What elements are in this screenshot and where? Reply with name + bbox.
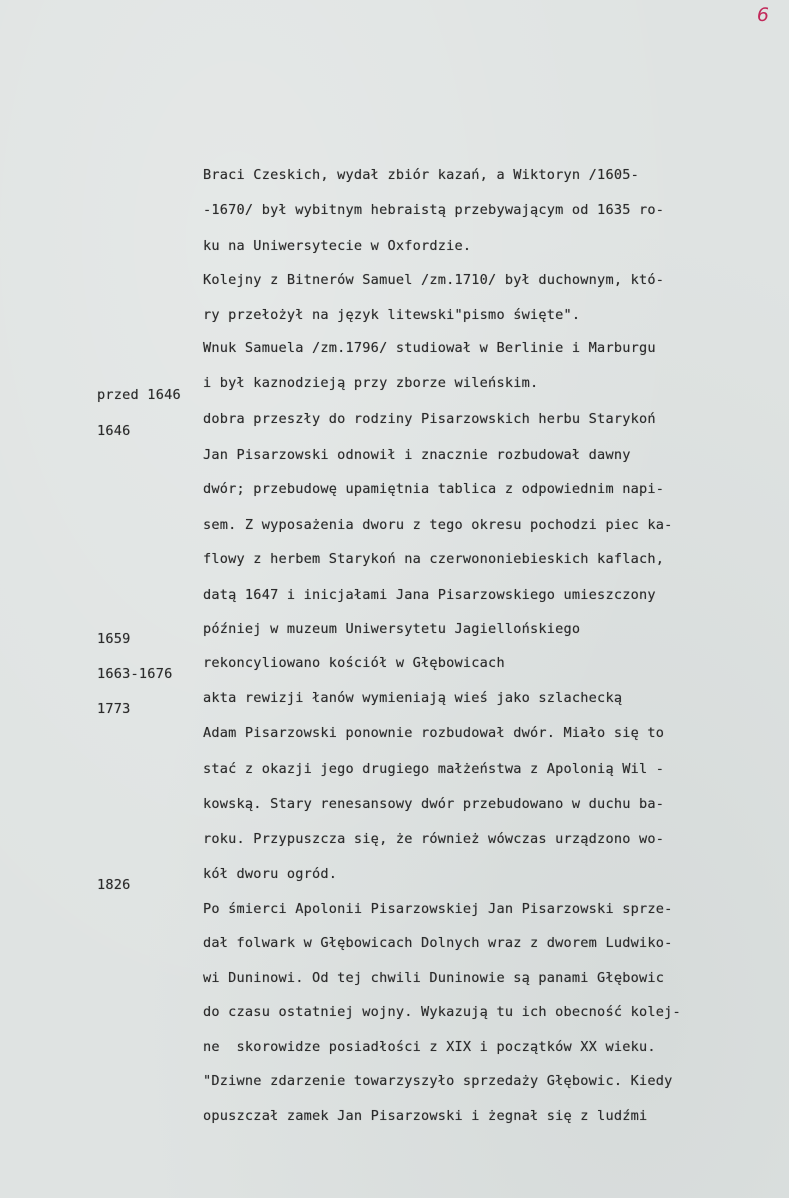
line-text: stać z okazji jego drugiego małżeństwa z Apolonią Wil - (203, 761, 665, 777)
line-text: dał folwark w Głębowicach Dolnych wraz z dworem Ludwiko- (203, 935, 673, 951)
line-text: datą 1647 i inicjałami Jana Pisarzowskiego umieszczony (203, 587, 656, 603)
line-text: dwór; przebudowę upamiętnia tablica z odpowiednim napi- (203, 481, 665, 497)
line-text: później w muzeum Uniwersytetu Jagiellońskiego (203, 621, 581, 637)
line-text: sem. Z wyposażenia dworu z tego okresu pochodzi piec ka- (203, 517, 673, 533)
line-text: opuszczał zamek Jan Pisarzowski i żegnał się z ludźmi (203, 1108, 648, 1124)
line-text: kowską. Stary renesansowy dwór przebudowano w duchu ba- (203, 796, 665, 812)
line-text: Kolejny z Bitnerów Samuel /zm.1710/ był duchownym, któ- (203, 272, 665, 288)
date-label: 1663-1676 (97, 666, 173, 682)
line-text: Adam Pisarzowski ponownie rozbudował dwór. Miało się to (203, 725, 665, 741)
text-line (0, 814, 338, 882)
date-label: przed 1646 (97, 387, 181, 403)
line-text: ry przełożył na język litewski"pismo święte". (203, 307, 581, 323)
line-text: roku. Przypuszcza się, że również wówczas urządzono wo- (203, 831, 665, 847)
date-label: 1826 (97, 877, 131, 893)
line-text: dobra przeszły do rodziny Pisarzowskich herbu Starykoń (203, 411, 656, 427)
date-label: 1646 (97, 423, 131, 439)
line-text: akta rewizji łanów wymieniają wieś jako szlachecką (203, 690, 623, 706)
line-text: wi Duninowi. Od tej chwili Duninowie są panami Głębowic (203, 970, 665, 986)
page-number: 6 (756, 4, 769, 26)
line-text: do czasu ostatniej wojny. Wykazują tu ich obecność kolej- (203, 1004, 681, 1020)
text-line (0, 115, 639, 183)
line-text: "Dziwne zdarzenie towarzyszyło sprzedaży Głębowic. Kiedy (203, 1073, 673, 1089)
line-text: rekoncyliowano kościół w Głębowicach (203, 655, 505, 671)
line-text: Po śmierci Apolonii Pisarzowskiej Jan Pisarzowski sprze- (203, 901, 673, 917)
line-text: i był kaznodzieją przy zborze wileńskim. (203, 375, 539, 391)
line-text: flowy z herbem Starykoń na czerwononiebieskich kaflach, (203, 551, 665, 567)
date-label: 1773 (97, 701, 131, 717)
line-text: Braci Czeskich, wydał zbiór kazań, a Wiktoryn /1605- (203, 167, 639, 183)
line-text: -1670/ był wybitnym hebraistą przebywającym od 1635 ro- (203, 202, 665, 218)
line-text: ku na Uniwersytecie w Oxfordzie. (203, 238, 472, 254)
date-label: 1659 (97, 631, 131, 647)
line-text: Jan Pisarzowski odnowił i znacznie rozbudował dawny (203, 447, 631, 463)
line-text: kół dworu ogród. (203, 866, 338, 882)
line-text: ne skorowidze posiadłości z XIX i początków XX wieku. (203, 1039, 656, 1055)
line-text: Wnuk Samuela /zm.1796/ studiował w Berlinie i Marburgu (203, 340, 656, 356)
